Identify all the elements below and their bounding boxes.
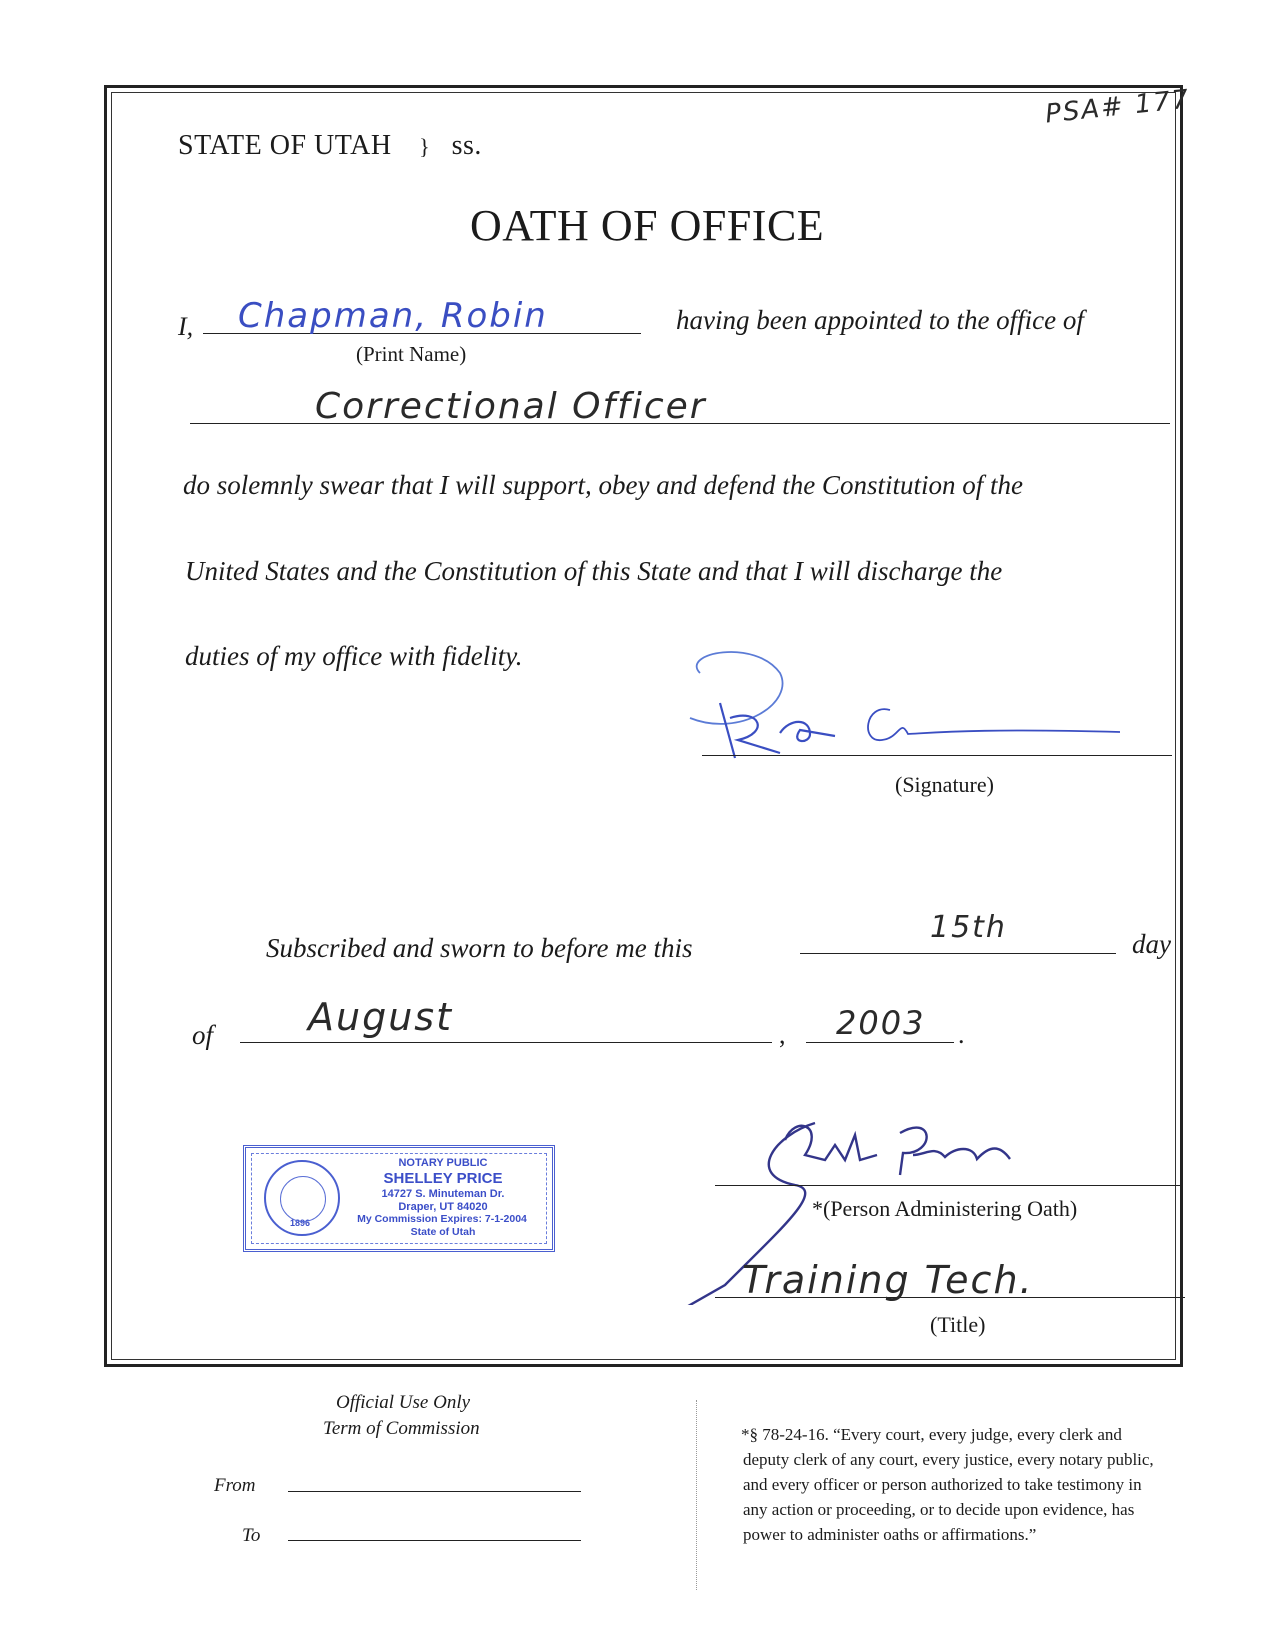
- state-name: STATE OF UTAH: [178, 130, 392, 161]
- title-label: (Title): [930, 1312, 986, 1337]
- stamp-line6: State of Utah: [410, 1226, 476, 1238]
- document-title: OATH OF OFFICE: [470, 201, 825, 250]
- oath-signature: [660, 648, 1120, 778]
- footer-divider: [696, 1400, 697, 1590]
- day-value: 15th: [930, 910, 1007, 945]
- term-label: Term of Commission: [323, 1418, 480, 1439]
- oath-body-line3: duties of my office with fidelity.: [185, 641, 523, 671]
- year-line: [806, 1042, 954, 1043]
- ss-text: ss.: [451, 130, 482, 161]
- day-line: [800, 953, 1116, 954]
- date-period: .: [958, 1020, 965, 1049]
- signature-line: [702, 755, 1172, 756]
- month-value: August: [308, 995, 453, 1039]
- stamp-line5: My Commission Expires: 7-1-2004: [357, 1213, 527, 1225]
- state-heading: [178, 130, 482, 162]
- date-comma: ,: [779, 1020, 786, 1049]
- administrator-line: [715, 1185, 1180, 1186]
- stamp-line2: SHELLEY PRICE: [383, 1170, 503, 1187]
- print-name-label: (Print Name): [356, 342, 467, 366]
- stamp-line3: 14727 S. Minuteman Dr.: [381, 1188, 505, 1200]
- bracket: }: [419, 134, 431, 159]
- oath-body-line1: do solemnly swear that I will support, obey and defend the Constitution of the: [183, 470, 1023, 500]
- signature-label: (Signature): [895, 772, 994, 797]
- state-seal: [264, 1160, 340, 1236]
- month-line: [240, 1042, 772, 1043]
- title-value: Training Tech.: [742, 1258, 1034, 1302]
- statute-line3: and every officer or person authorized to take testimony in: [743, 1475, 1142, 1494]
- administrator-label: *(Person Administering Oath): [812, 1196, 1078, 1221]
- stamp-line4: Draper, UT 84020: [398, 1201, 488, 1213]
- year-value: 2003: [836, 1004, 926, 1042]
- handwritten-annotation: PSA# 177: [1043, 84, 1192, 130]
- statute-line1: *§ 78-24-16. “Every court, every judge, every clerk and: [741, 1425, 1122, 1444]
- of-word: of: [192, 1020, 214, 1050]
- statute-line2: deputy clerk of any court, every justice, every notary public,: [743, 1450, 1154, 1469]
- printed-name-value: Chapman, Robin: [238, 296, 548, 336]
- sworn-text: Subscribed and sworn to before me this: [266, 933, 693, 963]
- from-label: From: [214, 1475, 256, 1496]
- to-label: To: [242, 1525, 261, 1546]
- stamp-line1: NOTARY PUBLIC: [398, 1157, 488, 1169]
- statute-line4: any action or proceeding, or to decide upon evidence, has: [743, 1500, 1135, 1519]
- oath-body-line2: United States and the Constitution of this State and that I will discharge the: [185, 556, 1003, 586]
- office-value: Correctional Officer: [315, 386, 707, 427]
- notary-stamp: [243, 1145, 555, 1252]
- official-use-label: Official Use Only: [336, 1392, 471, 1413]
- seal-year: 1896: [290, 1218, 311, 1228]
- to-line: [288, 1540, 581, 1541]
- statute-line5: power to administer oaths or affirmations.”: [743, 1525, 1037, 1544]
- day-word: day: [1132, 929, 1171, 959]
- appointed-text: having been appointed to the office of: [676, 305, 1084, 335]
- from-line: [288, 1491, 581, 1492]
- oath-intro: I,: [178, 312, 194, 341]
